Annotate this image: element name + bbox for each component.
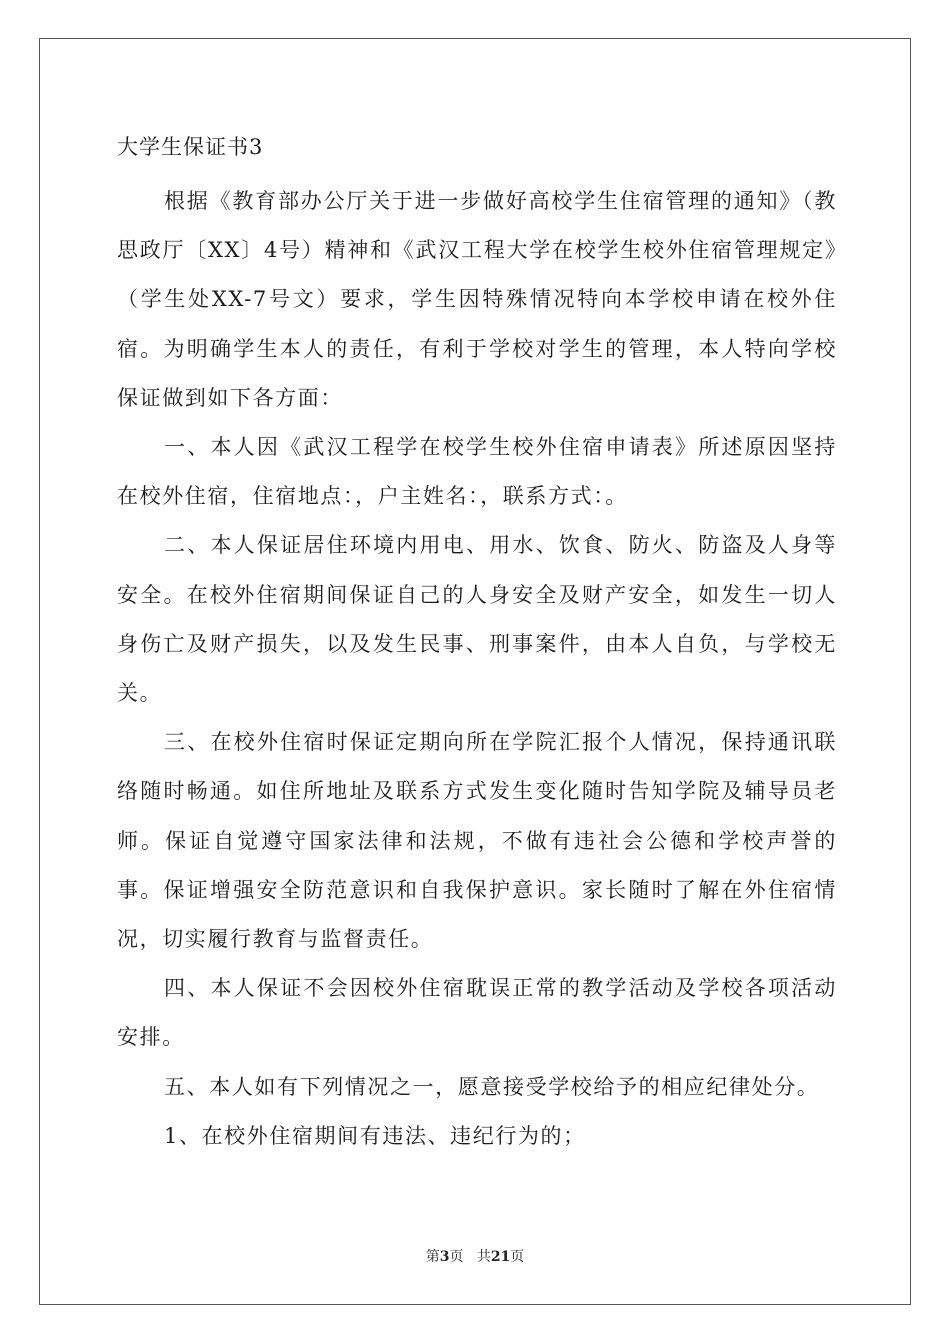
paragraph-item-5: 五、本人如有下列情况之一，愿意接受学校给予的相应纪律处分。	[164, 1074, 820, 1099]
paragraph-item-2: 二、本人保证居住环境内用电、用水、饮食、防火、防盗及人身等安全。在校外住宿期间保证自己的人身安全及财产安全，如发生一切人身伤亡及财产损失，以及发生民事、刑事案件，由本人自负，与学校无关。	[117, 533, 837, 706]
paragraph-item-4: 四、本人保证不会因校外住宿耽误正常的教学活动及学校各项活动安排。	[117, 976, 837, 1050]
page-prefix: 第	[425, 1249, 440, 1265]
page-suffix: 页	[449, 1249, 464, 1265]
paragraph-intro: 根据《教育部办公厅关于进一步做好高校学生住宿管理的通知》（教思政厅〔XX〕4号）精神和《武汉工程大学在校学生校外住宿管理规定》（学生处XX-7号文）要求，学生因特殊情况特向本学校申请在校外住宿。为明确学生本人的责任，有利于学校对学生的管理，本人特向学校保证做到如下各方面：	[117, 189, 837, 410]
document-body	[117, 128, 837, 1161]
paragraph-item-1: 一、本人因《武汉工程学在校学生校外住宿申请表》所述原因坚持在校外住宿，住宿地点：，户主姓名：，联系方式：。	[117, 435, 837, 509]
total-suffix: 页	[510, 1249, 525, 1265]
total-prefix: 共	[476, 1249, 491, 1265]
document-title: 大学生保证书3	[117, 135, 264, 159]
paragraph-subitem-1: 1、在校外住宿期间有违法、违纪行为的；	[164, 1123, 586, 1148]
total-pages-number: 21	[490, 1249, 511, 1265]
current-page-number: 3	[439, 1249, 450, 1265]
paragraph-item-3: 三、在校外住宿时保证定期向所在学院汇报个人情况，保持通讯联络随时畅通。如住所地址及联系方式发生变化随时告知学院及辅导员老师。保证自觉遵守国家法律和法规，不做有违社会公德和学校声誉的事。保证增强安全防范意识和自我保护意识。家长随时了解在外住宿情况，切实履行教育与监督责任。	[117, 730, 837, 952]
page-footer	[0, 1246, 950, 1266]
